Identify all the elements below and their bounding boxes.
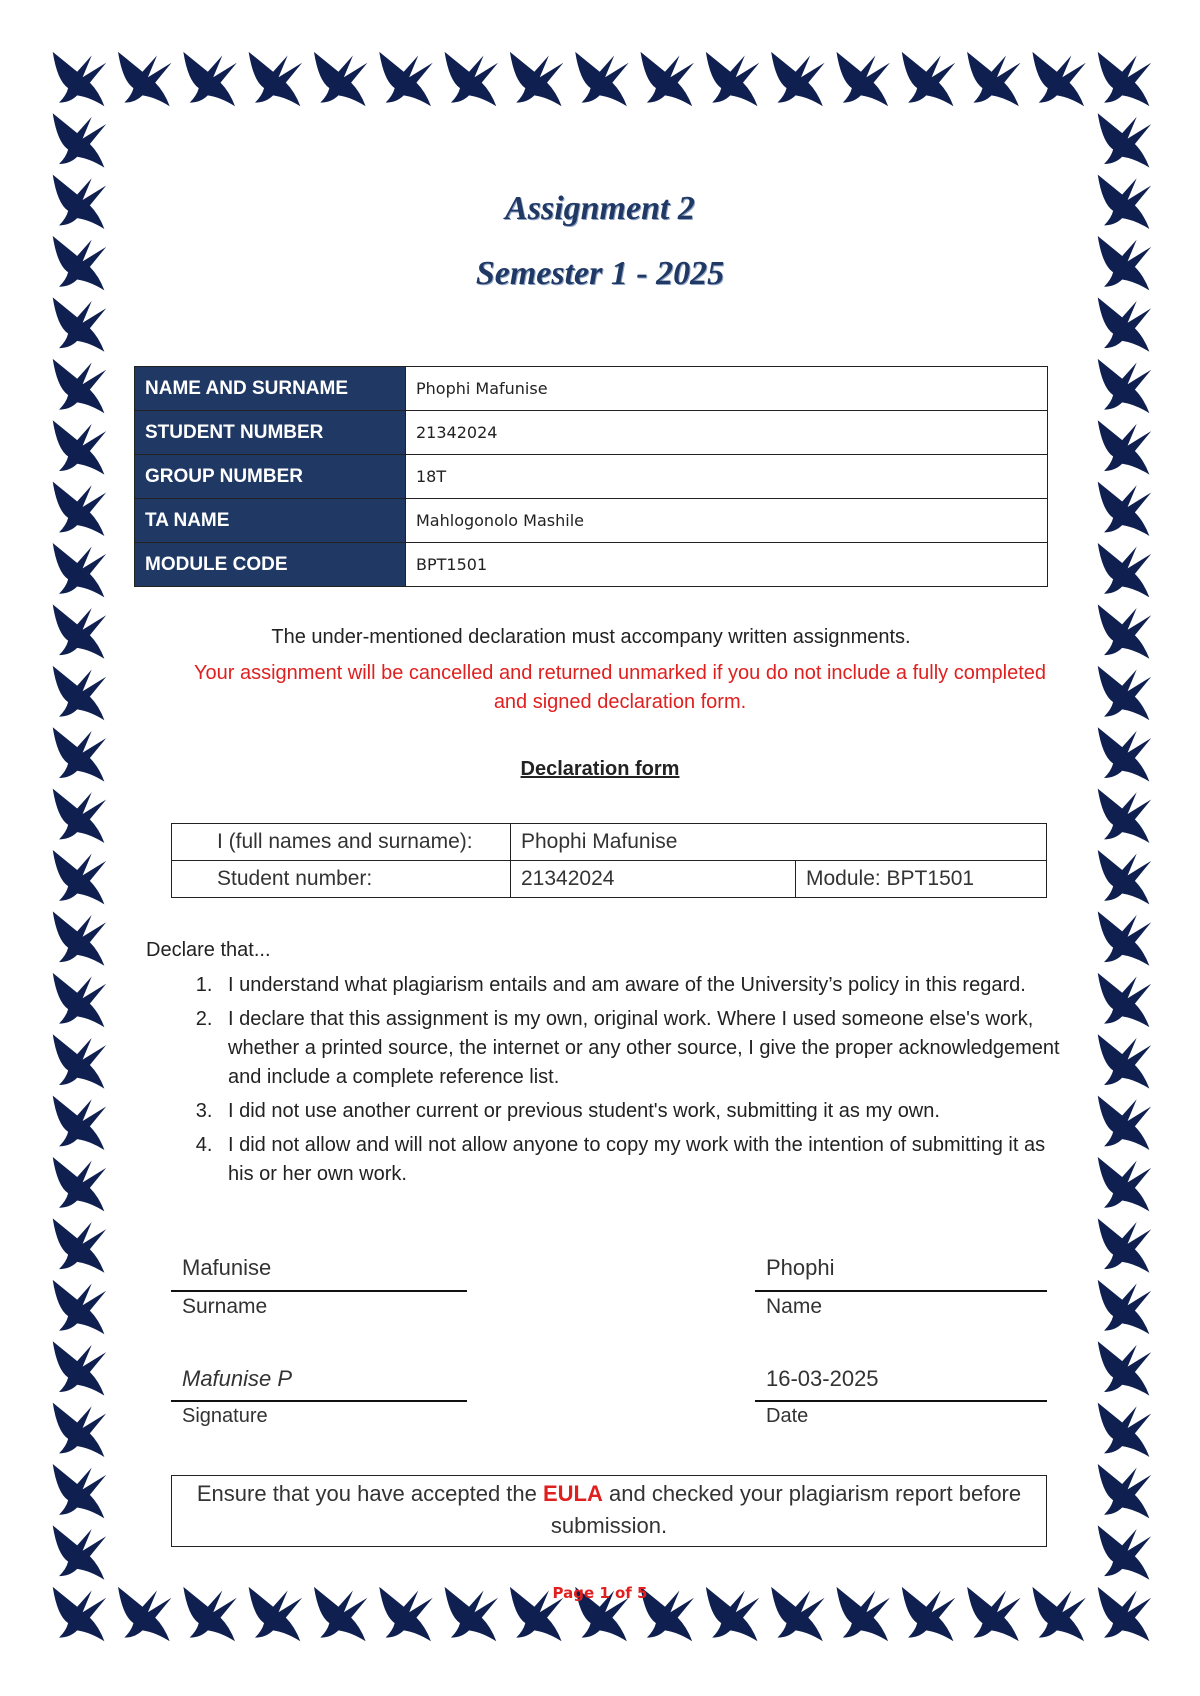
- student-number-value: 21342024: [511, 861, 796, 898]
- swallow-icon: [1098, 973, 1151, 1027]
- info-label: TA NAME: [135, 499, 406, 543]
- info-row-student-number: [135, 411, 1048, 455]
- swallow-icon: [1032, 52, 1085, 106]
- swallow-icon: [1098, 1525, 1151, 1579]
- name-value: Phophi: [766, 1255, 835, 1280]
- swallow-icon: [53, 1096, 106, 1150]
- module-value: Module: BPT1501: [796, 861, 1047, 898]
- declaration-item: 4. I did not allow and will not allow anyone to copy my work with the intention of submitting it as his or her own work.: [218, 1131, 1066, 1189]
- info-row-ta-name: [135, 499, 1048, 543]
- swallow-icon: [575, 52, 628, 106]
- name-line: [755, 1290, 1047, 1292]
- info-value: Mahlogonolo Mashile: [406, 499, 1048, 543]
- info-label: STUDENT NUMBER: [135, 411, 406, 455]
- date-value: 16-03-2025: [766, 1366, 879, 1391]
- swallow-icon: [53, 1034, 106, 1088]
- swallow-icon: [1098, 1157, 1151, 1211]
- swallow-icon: [1098, 850, 1151, 904]
- swallow-icon: [53, 666, 106, 720]
- declaration-item: 2. I declare that this assignment is my own, original work. Where I used someone else's work, whether a printed source, the internet or any other source, I give the proper acknowledgement and include a complete reference list.: [218, 1005, 1066, 1092]
- page-number: Page 1 of 5: [552, 1584, 648, 1602]
- semester-title: Semester 1 - 2025: [475, 255, 725, 292]
- swallow-icon: [1098, 911, 1151, 965]
- surname-line: [171, 1290, 467, 1292]
- swallow-icon: [53, 482, 106, 536]
- info-value: Phophi Mafunise: [406, 367, 1048, 411]
- declare-intro: Declare that...: [146, 939, 271, 961]
- student-info-table: [134, 366, 1048, 587]
- info-label: GROUP NUMBER: [135, 455, 406, 499]
- swallow-icon: [53, 1157, 106, 1211]
- swallow-icon: [1098, 1403, 1151, 1457]
- swallow-icon: [1098, 420, 1151, 474]
- swallow-icon: [641, 52, 694, 106]
- info-row-module-code: [135, 543, 1048, 587]
- declaration-intro: The under-mentioned declaration must accompany written assignments.: [271, 626, 911, 648]
- swallow-icon: [53, 1218, 106, 1272]
- swallow-icon: [706, 52, 759, 106]
- swallow-icon: [1098, 543, 1151, 597]
- swallow-icon: [53, 1464, 106, 1518]
- swallow-icon: [836, 52, 889, 106]
- swallow-icon: [53, 911, 106, 965]
- swallow-icon: [1098, 1280, 1151, 1334]
- swallow-icon: [1098, 604, 1151, 658]
- swallow-icon: [1098, 297, 1151, 351]
- student-number-label: Student number:: [172, 861, 511, 898]
- surname-label: Surname: [182, 1295, 268, 1318]
- notice-text: and checked your plagiarism report before submission.: [550, 1481, 1022, 1538]
- info-row-name: [135, 367, 1048, 411]
- notice-text: Ensure that you have accepted the: [196, 1481, 543, 1506]
- swallow-icon: [249, 52, 302, 106]
- info-row-group-number: [135, 455, 1048, 499]
- swallow-icon: [771, 52, 824, 106]
- swallow-icon: [183, 52, 236, 106]
- swallow-icon: [1098, 359, 1151, 413]
- swallow-icon: [53, 420, 106, 474]
- swallow-icon: [53, 297, 106, 351]
- date-line: [755, 1400, 1047, 1402]
- swallow-icon: [1098, 789, 1151, 843]
- swallow-icon: [53, 973, 106, 1027]
- signature-value: Mafunise P: [182, 1366, 293, 1391]
- swallow-icon: [53, 52, 106, 106]
- date-label: Date: [766, 1405, 809, 1427]
- info-label: NAME AND SURNAME: [135, 367, 406, 411]
- declaration-item: 1. I understand what plagiarism entails and am aware of the University’s policy in this regard.: [218, 971, 1066, 1000]
- swallow-icon: [53, 1525, 106, 1579]
- warning-text: Your assignment will be cancelled and returned unmarked if you do not include a fully completed and signed declaration form.: [194, 662, 1046, 713]
- swallow-icon: [1098, 113, 1151, 167]
- swallow-icon: [510, 52, 563, 106]
- eula-highlight: EULA: [543, 1481, 603, 1506]
- swallow-icon: [53, 1280, 106, 1334]
- surname-value: Mafunise: [182, 1255, 272, 1280]
- signature-line: [171, 1400, 467, 1402]
- info-label: MODULE CODE: [135, 543, 406, 587]
- swallow-icon: [379, 52, 432, 106]
- declaration-list: [146, 936, 1066, 1194]
- swallow-icon: [445, 52, 498, 106]
- swallow-icon: [314, 52, 367, 106]
- name-label: Name: [766, 1295, 823, 1318]
- swallow-icon: [1098, 1034, 1151, 1088]
- declaration-item: 3. I did not use another current or previous student's work, submitting it as my own.: [218, 1097, 1066, 1126]
- swallow-icon: [1098, 1218, 1151, 1272]
- declaration-form-heading: Declaration form: [520, 758, 680, 780]
- info-value: 21342024: [406, 411, 1048, 455]
- info-value: 18T: [406, 455, 1048, 499]
- declaration-table: [171, 823, 1047, 898]
- swallow-icon: [118, 52, 171, 106]
- swallow-icon: [53, 604, 106, 658]
- swallow-icon: [1098, 482, 1151, 536]
- swallow-icon: [967, 52, 1020, 106]
- swallow-icon: [53, 359, 106, 413]
- swallow-icon: [53, 1403, 106, 1457]
- swallow-icon: [53, 543, 106, 597]
- swallow-icon: [1098, 52, 1151, 106]
- eula-notice: [171, 1475, 1047, 1547]
- swallow-icon: [53, 850, 106, 904]
- swallow-icon: [53, 789, 106, 843]
- full-name-label: I (full names and surname):: [172, 824, 511, 861]
- info-value: BPT1501: [406, 543, 1048, 587]
- swallow-icon: [902, 52, 955, 106]
- full-name-value: Phophi Mafunise: [511, 824, 1047, 861]
- swallow-icon: [53, 1341, 106, 1395]
- swallow-icon: [1098, 1341, 1151, 1395]
- swallow-icon: [1098, 1464, 1151, 1518]
- signature-label: Signature: [182, 1405, 268, 1427]
- assignment-title: Assignment 2: [505, 190, 695, 227]
- swallow-icon: [53, 113, 106, 167]
- swallow-icon: [1098, 666, 1151, 720]
- swallow-icon: [1098, 1096, 1151, 1150]
